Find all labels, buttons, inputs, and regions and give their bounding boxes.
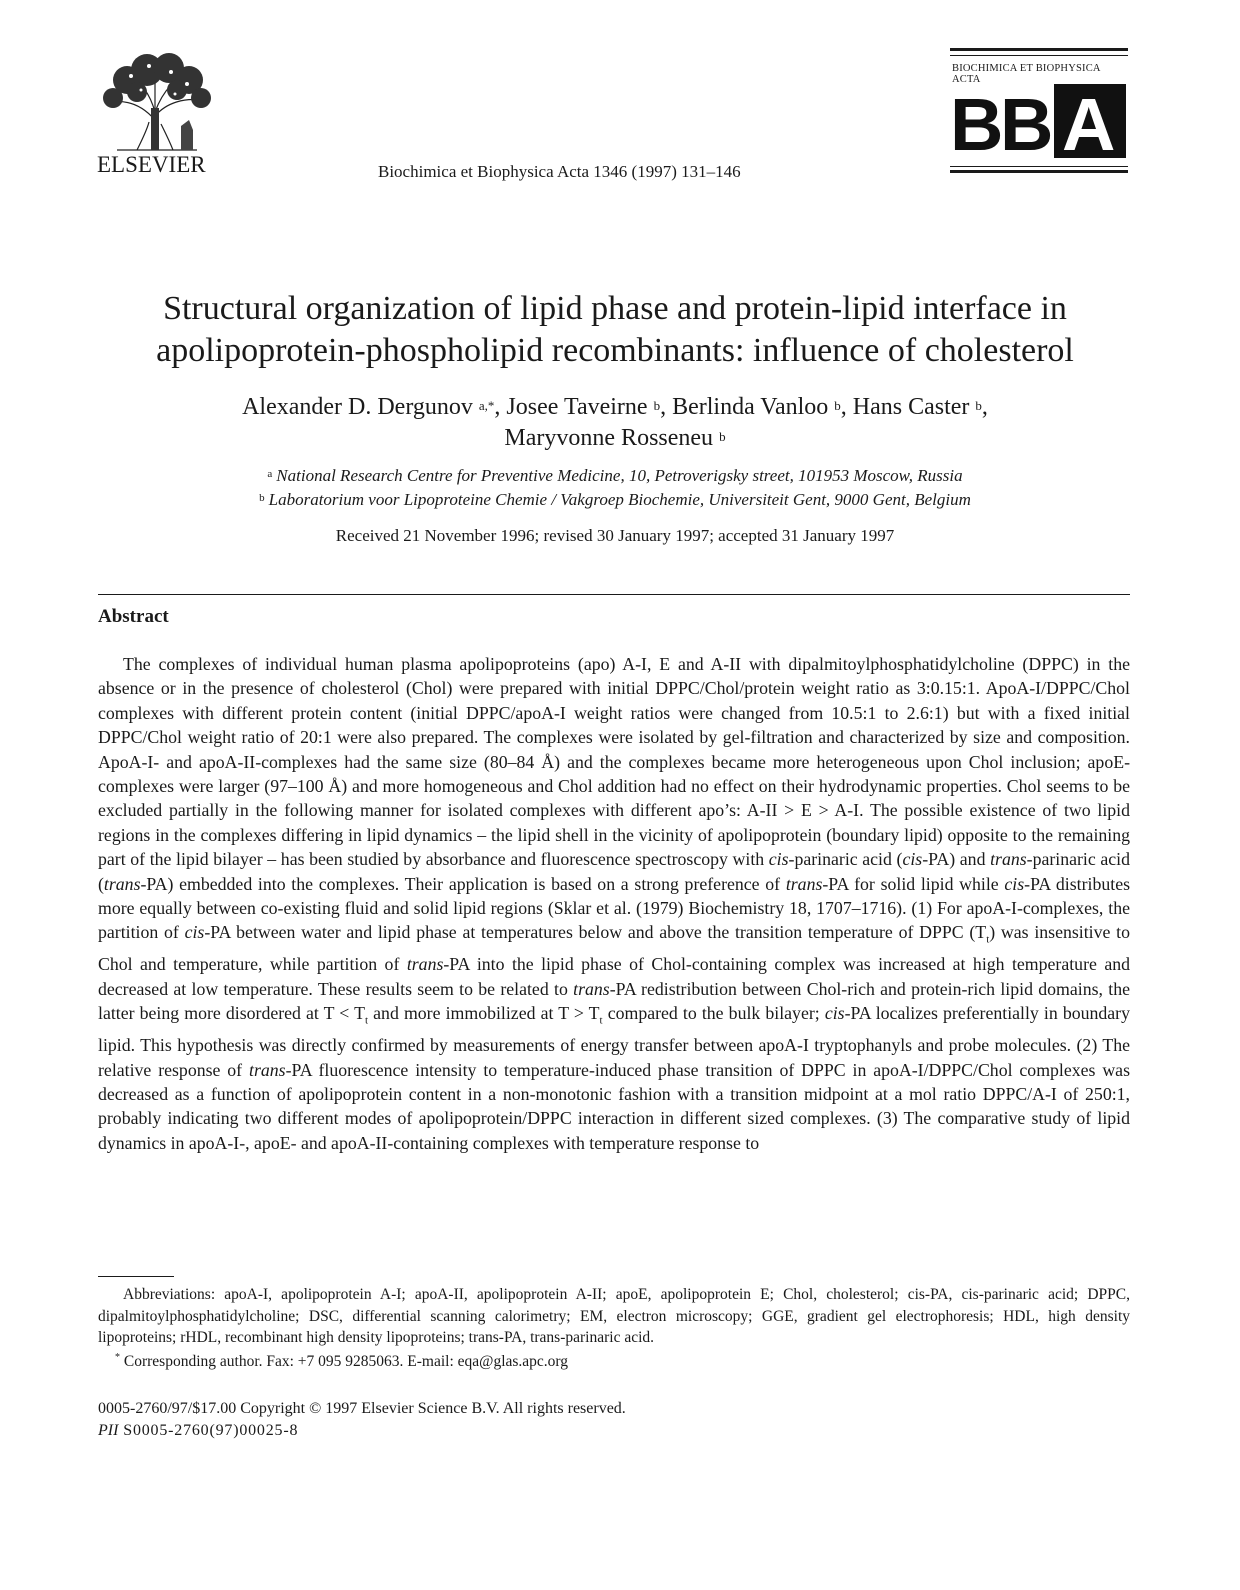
author-mark: b [719,429,726,444]
publisher-name: ELSEVIER [97,152,206,177]
divider [950,48,1128,51]
svg-text:A: A [1062,83,1116,160]
section-divider [98,594,1130,595]
affiliations [100,464,1130,512]
author-mark: a,* [478,398,495,413]
affiliation-b: $^b$ Laboratorium voor Lipoproteine Chemie / Vakgroep Biochemie, Universiteit Gent, 9000 Gent, Belgium [259,490,971,509]
author-name: Hans Caster [852,394,970,420]
corresponding-author-footnote: * Corresponding author. Fax: +7 095 9285063. E-mail: eqa@glas.apc.org [115,1352,569,1371]
author-name: Alexander D. Dergunov [242,394,473,420]
elsevier-logo [97,50,215,180]
elsevier-tree-icon [97,50,215,154]
author-mark: b [975,398,982,413]
author-list: Alexander D. Dergunov $^{a,*}$, Josee Taveirne $^b$, Berlinda Vanloo $^b$, Hans Caster $^b$, Maryvonne Rosseneu $^b$ [242,394,988,451]
divider [950,55,1128,56]
title-line-1: Structural organization of lipid phase and protein-lipid interface in [163,290,1067,327]
journal-name-caps: BIOCHIMICA ET BIOPHYSICA ACTA [952,63,1101,85]
abstract-heading: Abstract [98,606,169,627]
divider [950,170,1128,173]
author-name: Berlinda Vanloo [672,394,829,420]
pii-line [98,1422,298,1440]
journal-citation: Biochimica et Biophysica Acta 1346 (1997) 131–146 [378,162,741,181]
article-title [100,288,1130,372]
author-name: Maryvonne Rosseneu [504,425,714,451]
svg-text:B: B [1000,83,1051,160]
copyright-line: 0005-2760/97/$17.00 Copyright © 1997 Elsevier Science B.V. All rights reserved. [98,1400,626,1417]
bba-logo-text: B [950,83,1001,160]
divider [950,166,1128,167]
author-mark: b [653,398,661,413]
received-dates: Received 21 November 1996; revised 30 January 1997; accepted 31 January 1997 [335,526,895,545]
title-line-2: apolipoprotein-phospholipid recombinants: influence of cholesterol [156,332,1074,369]
abbreviations-footnote: Abbreviations: apoA-I, apolipoprotein A-I; apoA-II, apolipoprotein A-II; apoE, apolipoprotein E; Chol, cholesterol; cis-PA, cis-parinaric acid; DPPC, dipalmitoylphosphatidylcholine; DSC, differential scanning calorimetry; EM, electron microscopy; GGE, gradient gel electrophoresis; HDL, high density lipoproteins; rHDL, recombinant high density lipoproteins; trans-PA, trans-parinaric acid. [98,1286,1130,1346]
author-mark: b [834,398,841,413]
pii-value: S0005-2760(97)00025-8 [123,1422,299,1439]
pii-label: PII [98,1422,119,1439]
bba-logo-mark [950,78,1128,160]
bba-journal-logo [950,48,1128,180]
author-name: Josee Taveirne [506,394,648,420]
abstract-body: The complexes of individual human plasma apolipoproteins (apo) A-I, E and A-II with dipalmitoylphosphatidylcholine (DPPC) in the absence or in the presence of cholesterol (Chol) were prepared with initial DPPC/Chol/protein weight ratio as 3:0.15:1. ApoA-I/DPPC/Chol complexes with different protein content (initial DPPC/apoA-I weight ratios were changed from 10.5:1 to 2.6:1) but with a fixed initial DPPC/Chol weight ratio of 20:1 were also prepared. The complexes were isolated by gel-filtration and characterized by size and composition. ApoA-I- and apoA-II-complexes had the same size (80–84 Å) and the complexes became more heterogeneous upon Chol inclusion; apoE-complexes were larger (97–100 Å) and more homogeneous and Chol addition had no effect on their hydrodynamic properties. Chol seems to be excluded partially in the following manner for isolated complexes with different apo’s: A-II > E > A-I. The possible existence of two lipid regions in the complexes differing in lipid dynamics – the lipid shell in the vicinity of apolipoprotein (boundary lipid) opposite to the remaining part of the lipid bilayer – has been studied by absorbance and fluorescence spectroscopy with cis-parinaric acid (cis-PA) and trans-parinaric acid (trans-PA) embedded into the complexes. Their application is based on a strong preference of trans-PA for solid lipid while cis-PA distributes more equally between co-existing fluid and solid lipid regions (Sklar et al. (1979) Biochemistry 18, 1707–1716). (1) For apoA-I-complexes, the partition of cis-PA between water and lipid phase at temperatures below and above the transition temperature of DPPC $(T_t)$ was insensitive to Chol and temperature, while partition of trans-PA into the lipid phase of Chol-containing complex was increased at high temperature and decreased at low temperature. These results seem to be related to trans-PA redistribution between Chol-rich and protein-rich lipid domains, the latter being more disordered at $T < T_t$ and more immobilized at $T > T_t$ compared to the bulk bilayer; cis-PA localizes preferentially in boundary lipid. This hypothesis was directly confirmed by measurements of energy transfer between apoA-I tryptophanyls and probe molecules. (2) The relative response of trans-PA fluorescence intensity to temperature-induced phase transition of DPPC in apoA-I/DPPC/Chol complexes was decreased as a function of apolipoprotein content in a non-monotonic fashion with a transition midpoint at a mol ratio DPPC/A-I of 250:1, probably indicating two different modes of apolipoprotein/DPPC interaction in different sized complexes. (3) The comparative study of lipid dynamics in apoA-I-, apoE- and apoA-II-containing complexes with temperature response to [98,654,1131,1153]
footnote-divider [98,1276,174,1277]
affiliation-a: $^a$ National Research Centre for Preventive Medicine, 10, Petroverigsky street, 101953 Moscow, Russia [267,466,963,485]
